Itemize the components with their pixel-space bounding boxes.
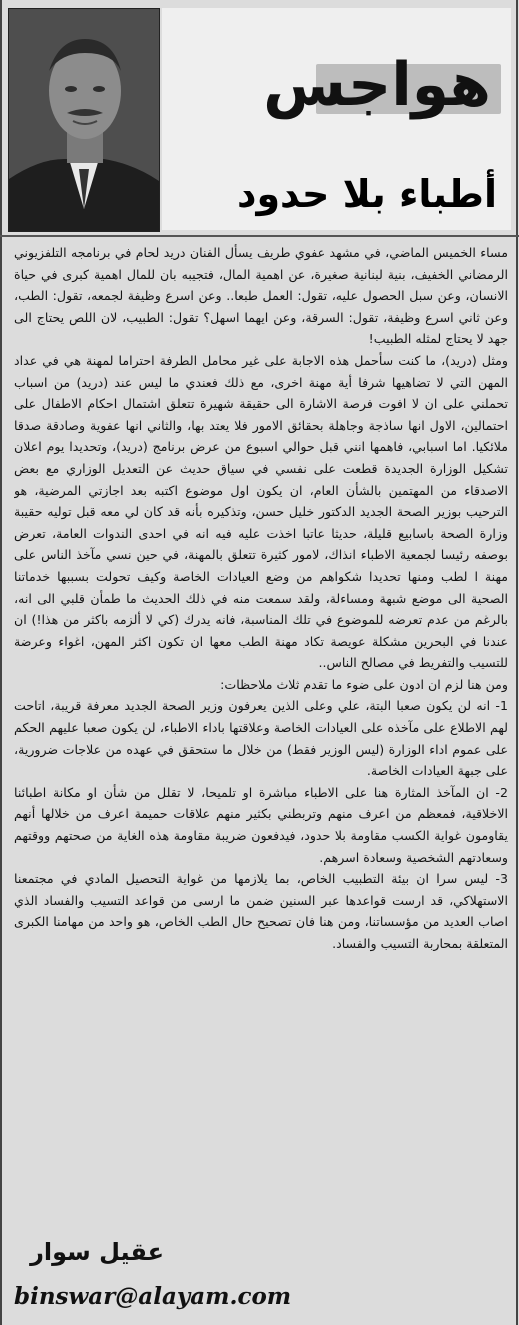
paragraph-notes-intro: ومن هنا لزم ان ادون على ضوء ما تقدم ثلاث ملاحظات:: [220, 676, 508, 692]
author-email[interactable]: binswar@alayam.com: [14, 1283, 292, 1310]
header-panel: [162, 8, 511, 230]
headline: أطباء بلا حدود: [236, 172, 497, 216]
article-body: [14, 242, 508, 1227]
left-border: [0, 0, 2, 1325]
paragraph-note-3: 3- ليس سرا ان بيئة التطبيب الخاص، بما يلازمها من غواية التحصيل المادي في مجتمعنا الاستهلاكي، قد ارست قواعدها عبر السنين ضمن ما ارسى من قواعد التسيب والفساد الذي اصاب العديد من مؤسساتنا، ومن هنا فان تصحيح حال الطب الخاص، هو واحد من مهامنا الكبرى المتعلقة بمحاربة التسيب والفساد.: [14, 871, 508, 951]
author-photo: [8, 8, 160, 232]
right-border: [516, 0, 518, 1325]
paragraph-main: ومثل (دريد)، ما كنت سأحمل هذه الاجابة على غير محامل الطرفة احتراما لمهنة هي في عداد المهن التي لا تضاهيها شرفا أية مهنة اخرى، مع ذلك فعندي ما ليس عند (دريد) من اسباب تحملني على ان لا افوت فرصة الاشارة الى حقيقة شهيرة تتعلق اشتمال احكام الاطفال على احتمالين، الاول انها ساذجة وجاهلة بحقائق الامور فلا يعتد بها، والثاني انها عفوية وصادقة صدقا ملائكيا. اما اسبابي، فاهمها انني قبل حوالي اسبوع من عرض برنامج (دريد)، وتحديدا يوم اعلان تشكيل الوزارة الجديدة قطعت على نفسي في سياق حديث عن التعديل الوزاري مع بعض الاصدقاء من المهتمين بالشأن العام، ان يكون اول موضوع اكتبه بعد اجازتي المرضية، هو الترحيب بوزير الصحة الجديد الدكتور خليل حسن، وتذكيره بأنه قد كان لي معه قبل توليه حقيبة وزارة الصحة باسابيع قليلة، حديثا عاتبا اخذت عليه فيه انه في احدى الندوات العامة، تعرض بوصفه رئيسا لجمعية الاطباء انذاك، لامور كثيرة تتعلق بالمهنة، في حين نسي مآخذ الناس على مهنة ا لطب ومنها تحديدا شكواهم من وضع العيادات الخاصة وكيف تحولت بسببها خدماتنا الصحية الى موضع شبهة ومساءلة، ولقد سمعت منه في ذلك الحديث ما طمأن قلبي الى انه، بالرغم من عدم تعرضه للموضوع في تلك المناسبة، فانه يدرك (كي لا ألزمه باكثر من هذا!) ان عندنا في البحرين مشكلة عويصة تكاد مهنة الطب معها ان تكون اكثر المهن، اغواء وعرضة للتسيب والتفريط في مصالح الناس..: [14, 352, 508, 671]
column-name: هواجس: [263, 50, 491, 120]
header-divider: [0, 235, 519, 237]
author-name: عقيل سوار: [30, 1238, 164, 1266]
paragraph-note-1: 1- انه لن يكون صعبا البتة، علي وعلى الذين يعرفون وزير الصحة الجديد معرفة قريبة، اتاحت لهم الاطلاع على مآخذه على العيادات الخاصة وعلاقتها باداء الاطباء، لن يكون صعبا عليهم الحكم على عموم اداء الوزارة (ليس الوزير فقط) من خلال ما ستحقق في عهده من علاجات ضرورية، على جبهة العيادات الخاصة.: [14, 698, 508, 779]
paragraph-intro: مساء الخميس الماضي، في مشهد عفوي طريف يسأل الفنان دريد لحام في برنامجه التلفزيوني الرمضاني الخفيف، بنية لبنانية صغيرة، عن اهمية المال، فتجيبه بان للمال اهمية كبرى في حياة الانسان، وعن سبل الحصول عليه، تقول: العمل طبعا.. وعن اسرع وظيفة لجمعه، تقول: الطب، وعن ثاني اسرع وظيفة، تقول: السرقة، وعن ايهما اسهل؟ تقول: الطبيب، لان اللص يحتاج الى جهد لا يحتاج لمثله الطبيب!: [14, 245, 508, 347]
paragraph-note-2: 2- ان المآخذ المثارة هنا على الاطباء مباشرة او تلميحا، لا تقلل من شأن او مكانة اطبائنا الاخلاقية، فمعظم من اعرف منهم وتربطني بكثير منهم علاقات حميمة اعرف من خلالها أنهم يقاومون غواية الكسب مقاومة بلا حدود، فيدفعون ضريبة مقاومة هذه الغاية من صحتهم ووقتهم وسعادتهم الشخصية وسعادة اسرهم.: [14, 784, 508, 865]
